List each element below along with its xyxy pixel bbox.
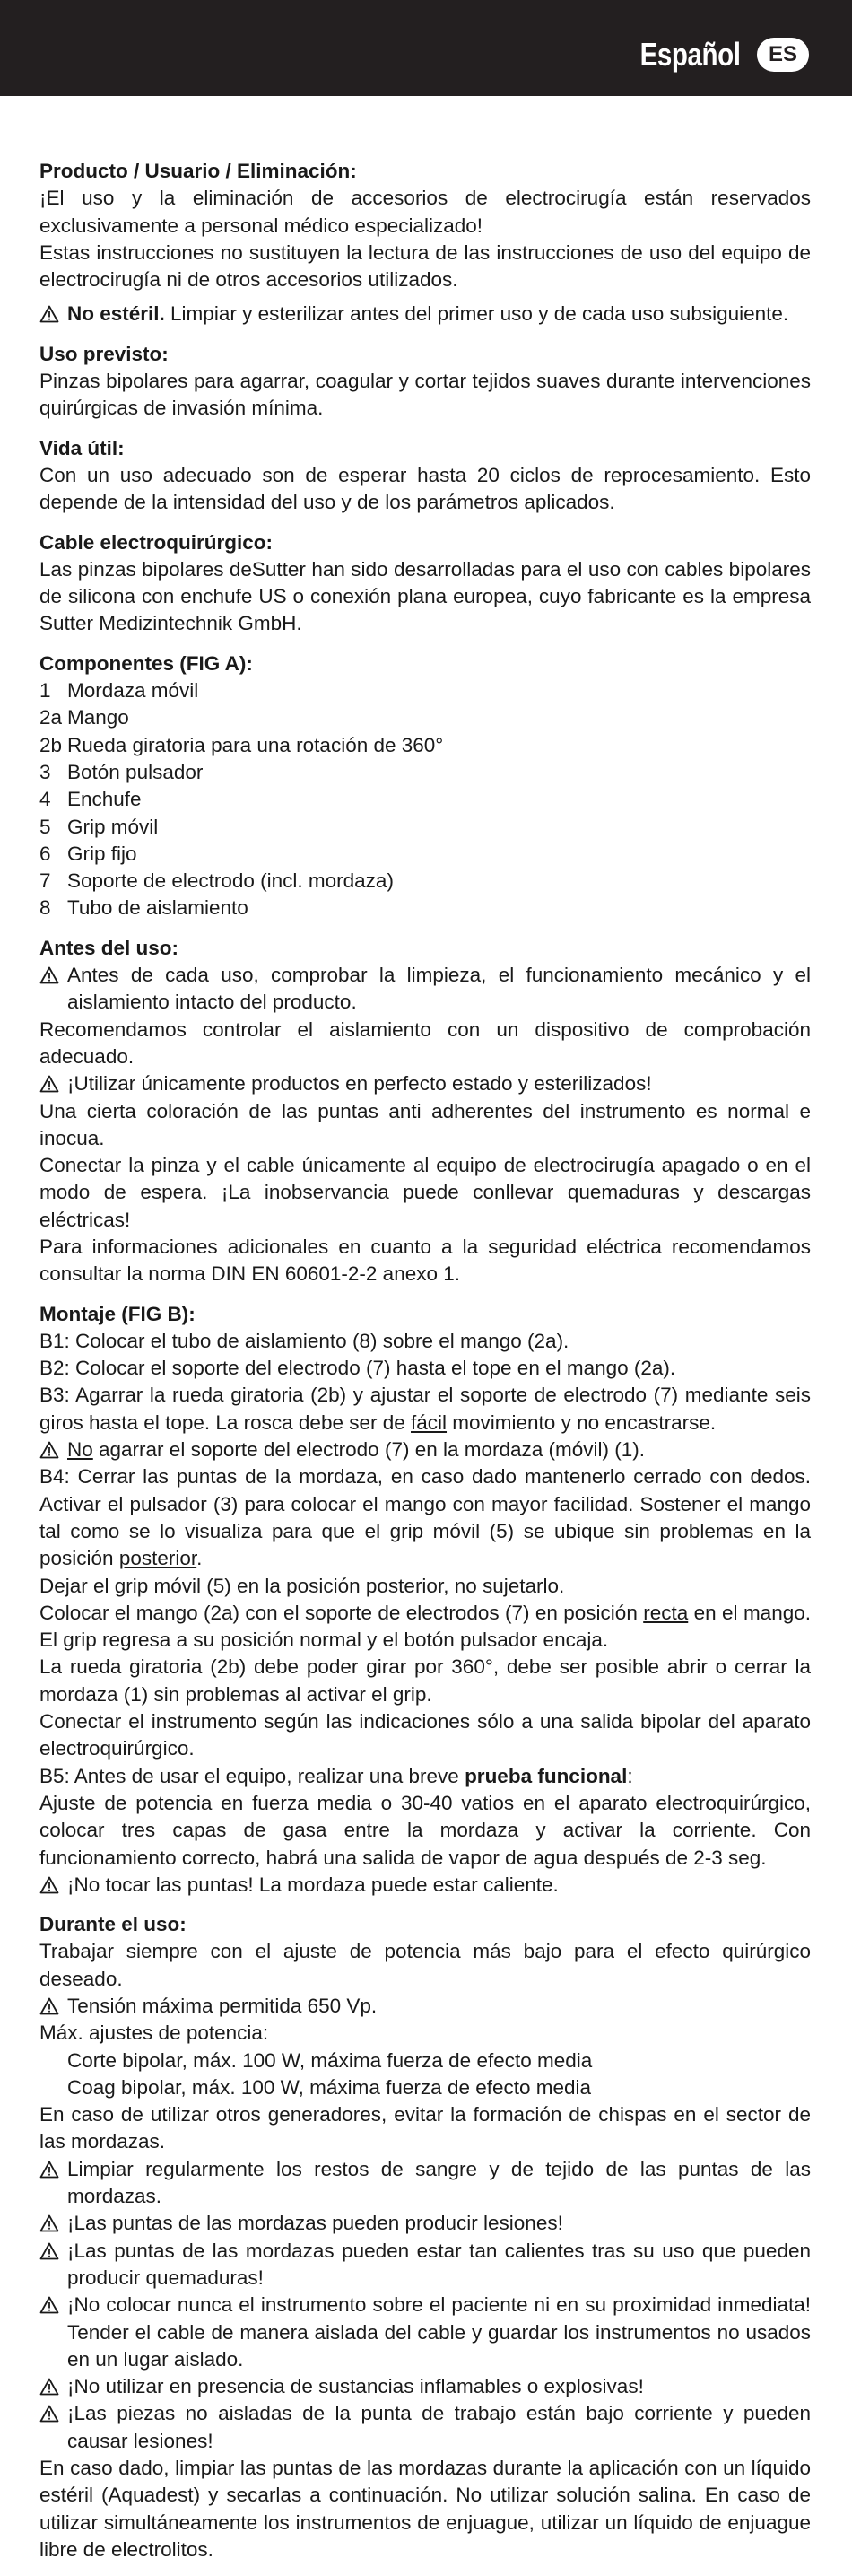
warning-text: Tensión máxima permitida 650 Vp. [67,1995,378,2017]
paragraph: Conectar la pinza y el cable únicamente al equipo de electrocirugía apagado o en el modo de espera. ¡La inobservancia puede conllevar quemaduras y descargas eléctricas! [39,1154,811,1231]
warning-text: ¡Las piezas no aisladas de la punta de trabajo están bajo corriente y pueden causar lesiones! [67,2402,811,2452]
list-item [39,841,811,868]
section-during-use [39,1911,811,2563]
paragraph: Con un uso adecuado son de esperar hasta 20 ciclos de reprocesamiento. Esto depende de la intensidad del uso y de los parámetros aplicados. [39,463,811,514]
paragraph: Para informaciones adicionales en cuanto a la seguridad eléctrica recomendamos consultar la norma DIN EN 60601-2-2 anexo 1. [39,1235,811,1286]
section-heading: Durante el uso: [39,1913,187,1936]
section-assembly [39,1301,811,1899]
paragraph: Ajuste de potencia en fuerza media o 30-40 vatios en el aparato electroquirúrgico, colocar tres capas de gasa entre la mordaza y activar la corriente. Con funcionamiento correcto, habrá una salida de vapor de agua después de 2-3 seg. [39,1791,811,1869]
warning-icon [39,1070,67,1097]
item-text: Grip fijo [67,842,137,865]
warning-text: Antes de cada uso, comprobar la limpieza, el funcionamiento mecánico y el aislamiento intacto del producto. [67,964,811,1014]
indented-item: Coag bipolar, máx. 100 W, máxima fuerza de efecto media [67,2075,592,2099]
item-text: Grip móvil [67,815,159,838]
warning-icon [39,2238,67,2265]
warning-note [39,962,811,1017]
section-components [39,651,811,922]
list-item [39,704,811,731]
step-b1: B1: Colocar el tubo de aislamiento (8) sobre el mango (2a). [39,1329,569,1352]
step-text: B5: Antes de usar el equipo, realizar una breve [39,1764,465,1787]
item-text: Rueda giratoria para una rotación de 360° [67,733,444,756]
item-text: Mango [67,706,129,729]
paragraph-text: en el mango. El grip regresa a su posición normal y el botón pulsador encaja. [39,1601,811,1652]
paragraph: ¡El uso y la eliminación de accesorios de electrocirugía están reservados exclusivamente a personal médico especializado! [39,187,811,237]
item-text: Soporte de electrodo (incl. mordaza) [67,869,394,893]
indented-item: Corte bipolar, máx. 100 W, máxima fuerza de efecto media [67,2048,593,2072]
step-b4 [39,1463,811,1572]
underlined-text: No [67,1438,93,1462]
warning-icon [39,2156,67,2183]
warning-icon [39,2400,67,2427]
list-item [39,814,811,841]
warning-text: ¡Utilizar únicamente productos en perfecto estado y esterilizados! [67,1072,652,1096]
warning-icon [39,1872,67,1899]
warning-text: Limpiar y esterilizar antes del primer uso y de cada uso subsiguiente. [164,302,789,326]
item-text: Enchufe [67,788,142,811]
item-number: 3 [39,760,51,783]
warning-icon [39,1993,67,2020]
language-title: Español [640,36,741,73]
step-text: : [627,1764,633,1787]
warning-bold: No estéril. [67,302,165,326]
underlined-text: fácil [411,1410,448,1434]
step-text: B3: Agarrar la rueda giratoria (2b) y ajustar el soporte de electrodo (7) mediante seis giros hasta el tope. La rosca debe ser de [39,1384,811,1434]
underlined-text: posterior [118,1547,197,1570]
warning-note [39,2210,811,2237]
item-number: 2b [39,733,63,756]
paragraph: Dejar el grip móvil (5) en la posición posterior, no sujetarlo. [39,1574,565,1597]
warning-note [39,2292,811,2373]
language-badge: ES [757,38,809,72]
step-text: movimiento y no encastrarse. [447,1410,717,1434]
paragraph [39,1600,811,1655]
warning-icon [39,2210,67,2237]
page-header [0,0,852,96]
item-number: 8 [39,896,51,920]
document-body [39,158,811,2576]
paragraph: Recomendamos controlar el aislamiento con un dispositivo de comprobación adecuado. [39,1017,811,1068]
warning-text: ¡No utilizar en presencia de sustancias inflamables o explosivas! [67,2375,644,2398]
underlined-text: recta [643,1601,689,1624]
bold-text: prueba funcional [465,1764,628,1787]
section-product [39,158,811,328]
warning-text: ¡Las puntas de las mordazas pueden producir lesiones! [67,2212,563,2235]
warning-text: ¡Las puntas de las mordazas pueden estar tan calientes tras su uso que pueden producir quemaduras! [67,2239,811,2289]
warning-note [39,1872,811,1899]
paragraph: Estas instrucciones no sustituyen la lectura de las instrucciones de uso del equipo de electrocirugía ni de otros accesorios utilizados. [39,240,811,292]
section-service-life [39,435,811,517]
language-label [618,36,809,74]
item-text: Tubo de aislamiento [67,896,248,920]
item-number: 2a [39,706,63,729]
warning-icon [39,301,67,327]
warning-note [39,301,811,327]
paragraph: Máx. ajustes de potencia: [39,2022,269,2045]
step-b3 [39,1382,811,1436]
section-heading: Uso previsto: [39,342,169,365]
item-text: Botón pulsador [67,760,204,783]
warning-icon [39,1436,67,1463]
warning-note [39,2238,811,2292]
warning-text: agarrar el soporte del electrodo (7) en la mordaza (móvil) (1). [92,1438,646,1462]
warning-note [39,1070,811,1097]
warning-text: ¡No tocar las puntas! La mordaza puede estar caliente. [67,1873,559,1896]
section-cable [39,529,811,638]
warning-note [39,1436,811,1463]
paragraph: Pinzas bipolares para agarrar, coagular y cortar tejidos suaves durante intervenciones quirúrgicas de invasión mínima. [39,370,811,420]
step-b5 [39,1763,811,1790]
paragraph: Trabajar siempre con el ajuste de potencia más bajo para el efecto quirúrgico deseado. [39,1940,811,1990]
paragraph: Una cierta coloración de las puntas anti adherentes del instrumento es normal e inocua. [39,1099,811,1149]
paragraph: Conectar el instrumento según las indicaciones sólo a una salida bipolar del aparato electroquirúrgico. [39,1710,811,1760]
warning-text: Limpiar regularmente los restos de sangre y de tejido de las puntas de las mordazas. [67,2157,811,2208]
step-b2: B2: Colocar el soporte del electrodo (7) hasta el tope en el mango (2a). [39,1357,676,1380]
step-text: B4: Cerrar las puntas de la mordaza, en caso dado mantenerlo cerrado con dedos. Activar el pulsador (3) para colocar el mango con mayor facilidad. Sostener el mango tal como se lo visualiza para que el grip móvil (5) se ubique sin problemas en la posición [39,1465,811,1570]
paragraph: En caso de utilizar otros generadores, evitar la formación de chispas en el sector de las mordazas. [39,2103,811,2153]
paragraph: En caso dado, limpiar las puntas de las mordazas durante la aplicación con un líquido estéril (Aquadest) y secarlas a continuación. No utilizar solución salina. En caso de utilizar simultáneamente los instrumentos de enjuague, utilizar un líquido de enjuague libre de electrolitos. [39,2457,811,2561]
warning-note [39,2156,811,2211]
section-heading: Cable electroquirúrgico: [39,530,274,554]
section-heading: Vida útil: [39,436,125,459]
item-number: 1 [39,679,51,703]
warning-icon [39,962,67,989]
list-item [39,677,811,704]
warning-text: ¡No colocar nunca el instrumento sobre el paciente ni en su proximidad inmediata! Tender el cable de manera aislada del cable y guardar los instrumentos no usados en un lugar aislado. [67,2293,811,2371]
item-text: Mordaza móvil [67,679,199,703]
section-heading: Componentes (FIG A): [39,651,253,675]
section-heading: Antes del uso: [39,936,179,959]
section-before-use [39,935,811,1288]
step-text: . [196,1547,203,1570]
list-item [39,732,811,759]
list-item [39,759,811,786]
warning-note [39,2400,811,2455]
item-number: 6 [39,842,51,865]
paragraph: Las pinzas bipolares deSutter han sido desarrolladas para el uso con cables bipolares de silicona con enchufe US o conexión plana europea, cuyo fabricante es la empresa Sutter Medizintechnik GmbH. [39,557,811,635]
list-item [39,895,811,921]
warning-icon [39,2292,67,2318]
section-heading: Montaje (FIG B): [39,1302,196,1325]
item-number: 7 [39,869,51,893]
paragraph-text: Colocar el mango (2a) con el soporte de electrodos (7) en posición [39,1601,644,1624]
item-number: 5 [39,815,51,838]
warning-icon [39,2373,67,2400]
warning-note [39,1993,811,2020]
section-heading: Producto / Usuario / Eliminación: [39,160,357,182]
list-item [39,786,811,813]
list-item [39,868,811,895]
item-number: 4 [39,788,51,811]
section-intended-use [39,341,811,423]
warning-note [39,2373,811,2400]
paragraph: La rueda giratoria (2b) debe poder girar por 360°, debe ser posible abrir o cerrar la mordaza (1) sin problemas al activar el grip. [39,1655,811,1706]
